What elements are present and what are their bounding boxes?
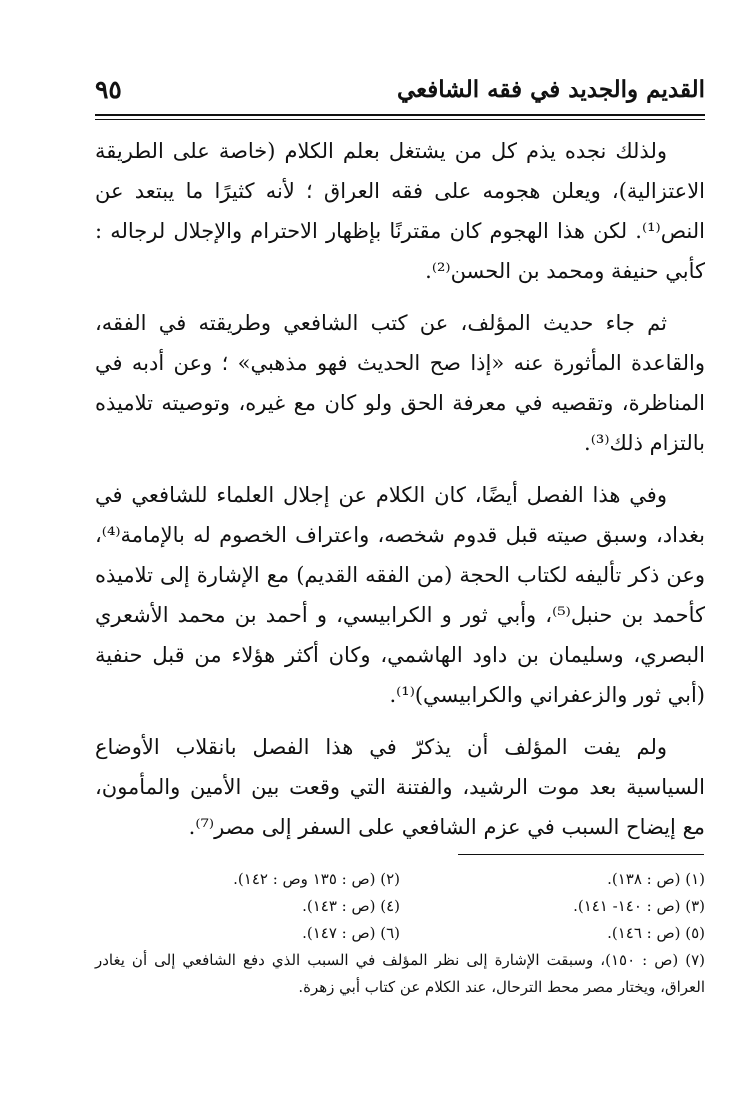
footnotes bbox=[95, 866, 705, 1001]
footnote-row bbox=[95, 866, 705, 893]
header-rule bbox=[95, 114, 705, 120]
paragraph-2: ثم جاء حديث المؤلف، عن كتب الشافعي وطريقته في الفقه، والقاعدة المأثورة عنه «إذا صح الحديث فهو مذهبي» ؛ وعن أدبه في المناظرة، وتقصيه في معرفة الحق ولو كان مع غيره، وتوصيته تلاميذه بالتزام ذلك⁽³⁾. bbox=[95, 311, 705, 455]
paragraph-1: ولذلك نجده يذم كل من يشتغل بعلم الكلام (خاصة على الطريقة الاعتزالية)، ويعلن هجومه على فقه العراق ؛ لأنه كثيرًا ما يبتعد عن النص⁽¹⁾. لكن هذا الهجوم كان مقترنًا بإظهار الاحترام والإجلال لرجاله : كأبي حنيفة ومحمد بن الحسن⁽²⁾. bbox=[95, 139, 705, 283]
footnote-row bbox=[95, 920, 705, 947]
footnote-1: (١) (ص : ١٣٨). bbox=[607, 870, 705, 888]
paragraph-4: ولم يفت المؤلف أن يذكرّ في هذا الفصل بانقلاب الأوضاع السياسية بعد موت الرشيد، والفتنة التي وقعت بين الأمين والمأمون، مع إيضاح السبب في عزم الشافعي على السفر إلى مصر⁽⁷⁾. bbox=[95, 735, 705, 839]
footnote-4: (٤) (ص : ١٤٣). bbox=[302, 897, 400, 915]
page-number: ٩٥ bbox=[95, 74, 122, 104]
footnote-row bbox=[95, 893, 705, 920]
footnote-separator bbox=[458, 854, 704, 855]
page-header bbox=[95, 66, 705, 112]
footnote-5: (٥) (ص : ١٤٦). bbox=[607, 924, 705, 942]
footnote-6: (٦) (ص : ١٤٧). bbox=[302, 924, 400, 942]
footnote-2: (٢) (ص : ١٣٥ وص : ١٤٢). bbox=[233, 870, 400, 888]
running-title: القديم والجديد في فقه الشافعي bbox=[396, 75, 705, 103]
footnote-3: (٣) (ص : ١٤٠- ١٤١). bbox=[573, 897, 705, 915]
paragraph-3: وفي هذا الفصل أيضًا، كان الكلام عن إجلال العلماء للشافعي في بغداد، وسبق صيته قبل قدوم شخصه، واعتراف الخصوم له بالإمامة⁽⁴⁾، وعن ذكر تأليفه لكتاب الحجة (من الفقه القديم) مع الإشارة إلى تلاميذه كأحمد بن حنبل⁽⁵⁾، وأبي ثور و الكرابيسي، و أحمد بن محمد الأشعري البصري، وسليمان بن داود الهاشمي، وكان أكثر هؤلاء من قبل حنفية (أبي ثور والزعفراني والكرابيسي)⁽¹⁾. bbox=[95, 483, 705, 707]
main-text bbox=[95, 131, 705, 859]
footnote-7: (٧) (ص : ١٥٠)، وسبقت الإشارة إلى نظر المؤلف في السبب الذي دفع الشافعي إلى أن يغادر العراق، ويختار مصر محط الترحال، عند الكلام عن كتاب أبي زهرة. bbox=[95, 951, 705, 996]
